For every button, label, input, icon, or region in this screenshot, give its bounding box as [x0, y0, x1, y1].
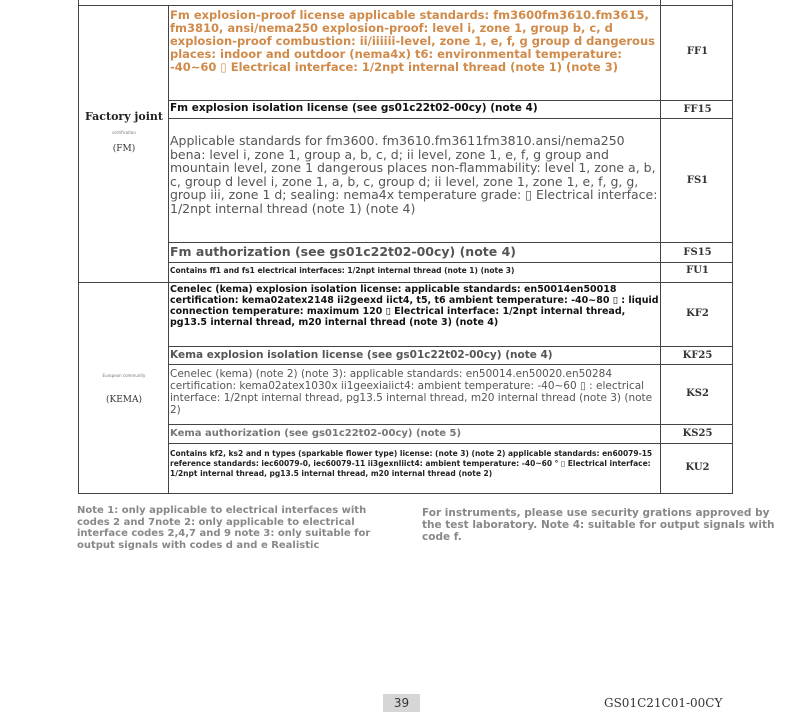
row-divider [169, 262, 733, 263]
notes-right: For instruments, please use security grations approved by the test laboratory. Note 4: suitable for output signals with code f. [422, 507, 775, 543]
row-ff1-description: Fm explosion-proof license applicable standards: fm3600fm3610.fm3615, fm3810, ansi/nema250 explosion-proof: level i, zone 1, group b, c, d explosion-proof combustion: ii/iiiiii-level, zone 1, e, f, g group d dangerous places: indoor and outdoor (nema4x) t6: environmental temperature: -40~60 ▯ Electrical interface: 1/2npt internal thread (note 1) (note 3) [170, 9, 655, 74]
row-kf25-description: Kema explosion isolation license (see gs01c22t02-00cy) (note 4) [170, 349, 553, 361]
row-fs15-description: Fm authorization (see gs01c22t02-00cy) (note 4) [170, 244, 517, 259]
document-id: GS01C21C01-00CY [604, 696, 723, 710]
row-divider [79, 5, 733, 6]
row-fu1-code: FU1 [686, 265, 709, 276]
notes-left: Note 1: only applicable to electrical interfaces with codes 2 and 7note 2: only applicable to electrical interface codes 2,4,7 and 9 note 3: only suitable for output signals with codes d and e Realistic [77, 505, 371, 551]
row-fs1-code: FS1 [686, 175, 709, 186]
row-divider [169, 346, 733, 347]
group-fm-sub: certification [112, 130, 136, 135]
row-divider [169, 424, 733, 425]
row-ff15-description: Fm explosion isolation license (see gs01c22t02-00cy) (note 4) [170, 102, 538, 114]
row-ff1-code: FF1 [686, 46, 709, 57]
group-kema [79, 372, 169, 405]
row-fs1-description: Applicable standards for fm3600. fm3610.fm3611fm3810.ansi/nema250 bena: level i, zone 1, group a, b, c, d; ii level, zone 1, e, f, g group and mountain level, zone 1 dangerous places non-flammability: level 1, zone a, b, c, group d level i, zone 1, a, b, c, group d; ii level, zone 1, zone 1, e, f, g, g, group iii, zone 1 d; sealing: nema4x temperature grade: ▯ Electrical interface: 1/2npt internal thread (note 1) (note 4) [170, 134, 658, 216]
row-ks25-code: KS25 [682, 428, 713, 439]
row-divider [169, 242, 733, 243]
row-fu1-description: Contains ff1 and fs1 electrical interfaces: 1/2npt internal thread (note 1) (note 3) [170, 266, 515, 275]
group-divider [79, 282, 733, 283]
row-divider [169, 443, 733, 444]
row-divider [169, 364, 733, 365]
row-divider [169, 118, 733, 119]
row-ff15-code: FF15 [683, 104, 712, 115]
group-fm-title: Factory joint [84, 110, 164, 123]
group-fm [79, 110, 169, 154]
row-fs15-code: FS15 [683, 247, 712, 258]
group-kema-abbr: (KEMA) [105, 395, 143, 405]
group-fm-abbr: (FM) [112, 144, 136, 154]
row-ks2-code: KS2 [686, 388, 709, 399]
row-kf2-code: KF2 [686, 308, 709, 319]
row-ks2-description: Cenelec (kema) (note 2) (note 3): applicable standards: en50014.en50020.en50284 certification: kema02atex1030x ii1geexiaiict4: ambient temperature: -40~60 ▯ : electrical interface: 1/2npt internal thread, pg13.5 internal thread, m20 internal thread (note 3) (note 2) [170, 368, 653, 416]
row-kf25-code: KF25 [682, 350, 713, 361]
row-ku2-description: Contains kf2, ks2 and n types (sparkable flower type) license: (note 3) (note 2) applicable standards: en60079-15 reference standards: iec60079-0, iec60079-11 ii3gexnliict4: ambient temperature: -40~60 ° ▯ Electrical interface: 1/2npt internal thread, pg13.5 internal thread, m20 internal thread (note 2) [170, 449, 653, 478]
group-kema-title: European community [102, 373, 146, 378]
row-ku2-code: KU2 [685, 462, 710, 473]
row-ks25-description: Kema authorization (see gs01c22t02-00cy) (note 5) [170, 428, 462, 439]
page-number: 39 [383, 694, 420, 712]
row-kf2-description: Cenelec (kema) explosion isolation license: applicable standards: en50014en50018 certification: kema02atex2148 ii2geexd iict4, t5, t6 ambient temperature: -40~80 ▯ : liquid connection temperature: maximum 120 ▯ Electrical interface: 1/2npt internal thread, pg13.5 internal thread, m20 internal thread (note 3) (note 4) [170, 284, 659, 328]
certification-table [78, 0, 733, 494]
